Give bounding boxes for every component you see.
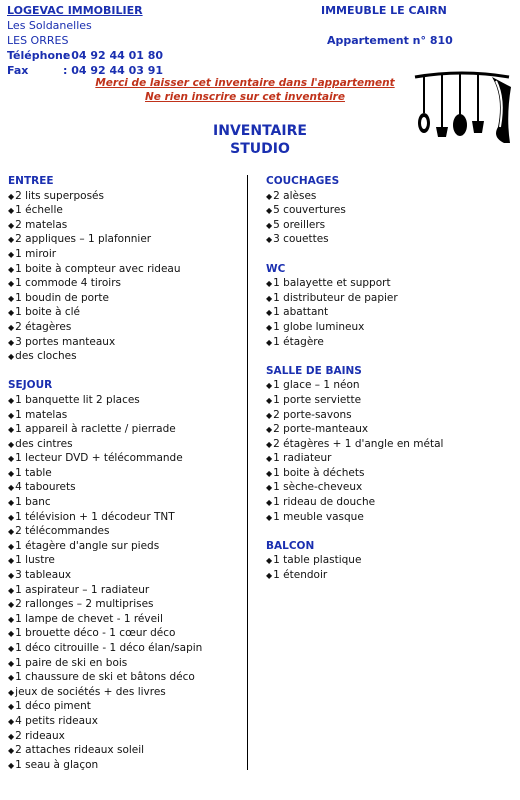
diamond-bullet-icon: ◆ bbox=[266, 322, 273, 332]
diamond-bullet-icon: ◆ bbox=[8, 731, 15, 741]
inventory-item bbox=[8, 276, 202, 291]
address-line-1: Les Soldanelles bbox=[7, 19, 92, 32]
item-text: 1 boite à clé bbox=[15, 306, 81, 319]
inventory-item bbox=[266, 422, 443, 437]
item-text: 1 matelas bbox=[15, 408, 68, 421]
section-balcon bbox=[266, 539, 443, 583]
diamond-bullet-icon: ◆ bbox=[266, 468, 273, 478]
item-text: 2 télécommandes bbox=[15, 525, 110, 538]
diamond-bullet-icon: ◆ bbox=[8, 308, 15, 318]
inventory-item bbox=[266, 568, 443, 583]
item-text: 3 couettes bbox=[273, 233, 329, 246]
diamond-bullet-icon: ◆ bbox=[8, 220, 15, 230]
inventory-item bbox=[266, 466, 443, 481]
section-couchages bbox=[266, 174, 443, 247]
item-text: 2 matelas bbox=[15, 218, 68, 231]
diamond-bullet-icon: ◆ bbox=[8, 483, 15, 493]
inventory-item bbox=[8, 656, 202, 671]
diamond-bullet-icon: ◆ bbox=[8, 206, 15, 216]
diamond-bullet-icon: ◆ bbox=[8, 235, 15, 245]
diamond-bullet-icon: ◆ bbox=[266, 191, 273, 201]
inventory-item bbox=[8, 553, 202, 568]
diamond-bullet-icon: ◆ bbox=[8, 746, 15, 756]
section-entree bbox=[8, 174, 202, 364]
diamond-bullet-icon: ◆ bbox=[8, 716, 15, 726]
item-text: 1 meuble vasque bbox=[273, 510, 364, 523]
section-title: SEJOUR bbox=[8, 379, 53, 392]
inventory-item bbox=[8, 232, 202, 247]
inventory-item bbox=[8, 699, 202, 714]
item-text: 5 couvertures bbox=[273, 204, 346, 217]
inventory-item bbox=[266, 495, 443, 510]
diamond-bullet-icon: ◆ bbox=[8, 439, 15, 449]
item-text: 1 lecteur DVD + télécommande bbox=[15, 452, 183, 465]
inventory-item bbox=[8, 758, 202, 773]
section-title: ENTREE bbox=[8, 175, 54, 187]
diamond-bullet-icon: ◆ bbox=[266, 498, 273, 508]
apartment-number: Appartement n° 810 bbox=[327, 34, 453, 47]
diamond-bullet-icon: ◆ bbox=[266, 439, 273, 449]
diamond-bullet-icon: ◆ bbox=[8, 527, 15, 537]
inventory-item bbox=[266, 189, 443, 204]
inventory-item bbox=[8, 641, 202, 656]
diamond-bullet-icon: ◆ bbox=[8, 498, 15, 508]
section-spacer bbox=[266, 524, 443, 539]
item-text: 1 porte serviette bbox=[273, 393, 362, 406]
diamond-bullet-icon: ◆ bbox=[8, 425, 15, 435]
diamond-bullet-icon: ◆ bbox=[266, 425, 273, 435]
item-text: 2 lits superposés bbox=[15, 189, 104, 202]
inventory-item bbox=[266, 305, 443, 320]
diamond-bullet-icon: ◆ bbox=[8, 556, 15, 566]
inventory-item bbox=[8, 247, 202, 262]
item-text: 2 rideaux bbox=[15, 729, 65, 742]
inventory-item bbox=[8, 320, 202, 335]
diamond-bullet-icon: ◆ bbox=[8, 658, 15, 668]
document-subtitle: STUDIO bbox=[230, 141, 290, 157]
section-wc bbox=[266, 262, 443, 350]
item-text: 1 balayette et support bbox=[273, 277, 391, 290]
diamond-bullet-icon: ◆ bbox=[266, 512, 273, 522]
item-text: 1 seau à glaçon bbox=[15, 758, 99, 771]
item-text: 2 alèses bbox=[273, 189, 317, 202]
item-text: 2 porte-manteaux bbox=[273, 423, 369, 436]
item-text: 2 rallonges – 2 multiprises bbox=[15, 598, 154, 611]
inventory-item bbox=[266, 335, 443, 350]
item-text: 1 appareil à raclette / pierrade bbox=[15, 423, 176, 436]
diamond-bullet-icon: ◆ bbox=[8, 614, 15, 624]
diamond-bullet-icon: ◆ bbox=[8, 468, 15, 478]
item-text: des cloches bbox=[15, 350, 77, 363]
inventory-item bbox=[8, 349, 202, 364]
diamond-bullet-icon: ◆ bbox=[266, 293, 273, 303]
item-text: 1 paire de ski en bois bbox=[15, 656, 128, 669]
column-divider bbox=[247, 175, 248, 770]
inventory-item bbox=[8, 437, 202, 452]
item-text: 1 miroir bbox=[15, 247, 57, 260]
inventory-item bbox=[266, 408, 443, 423]
diamond-bullet-icon: ◆ bbox=[8, 673, 15, 683]
inventory-item bbox=[8, 393, 202, 408]
inventory-item bbox=[8, 480, 202, 495]
diamond-bullet-icon: ◆ bbox=[266, 483, 273, 493]
building-name: IMMEUBLE LE CAIRN bbox=[321, 4, 447, 17]
item-text: 1 banquette lit 2 places bbox=[15, 393, 140, 406]
inventory-item bbox=[8, 743, 202, 758]
inventory-item bbox=[266, 291, 443, 306]
diamond-bullet-icon: ◆ bbox=[8, 541, 15, 551]
item-text: 1 étagère d'angle sur pieds bbox=[15, 539, 160, 552]
inventory-item bbox=[266, 451, 443, 466]
section-title: COUCHAGES bbox=[266, 175, 340, 187]
inventory-item bbox=[8, 291, 202, 306]
diamond-bullet-icon: ◆ bbox=[8, 644, 15, 653]
inventory-item bbox=[266, 553, 443, 568]
inventory-item bbox=[266, 320, 443, 335]
item-text: 1 lampe de chevet - 1 réveil bbox=[15, 612, 163, 625]
section-sejour bbox=[8, 378, 202, 772]
item-text: 1 radiateur bbox=[273, 452, 332, 465]
item-text: 2 appliques – 1 plafonnier bbox=[15, 233, 152, 246]
diamond-bullet-icon: ◆ bbox=[8, 454, 15, 464]
diamond-bullet-icon: ◆ bbox=[266, 454, 273, 464]
item-text: 1 télévision + 1 décodeur TNT bbox=[15, 510, 175, 523]
inventory-item bbox=[266, 378, 443, 393]
inventory-item bbox=[8, 714, 202, 729]
inventory-item bbox=[266, 203, 443, 218]
diamond-bullet-icon: ◆ bbox=[8, 512, 15, 522]
diamond-bullet-icon: ◆ bbox=[8, 264, 15, 274]
diamond-bullet-icon: ◆ bbox=[8, 585, 15, 595]
item-text: 5 oreillers bbox=[273, 218, 326, 231]
item-text: 1 boite à déchets bbox=[273, 466, 365, 479]
inventory-item bbox=[8, 612, 202, 627]
item-text: 2 attaches rideaux soleil bbox=[15, 744, 145, 757]
item-text: 4 tabourets bbox=[15, 481, 76, 494]
phone-label: Téléphone bbox=[7, 49, 71, 62]
inventory-item bbox=[8, 568, 202, 583]
diamond-bullet-icon: ◆ bbox=[266, 308, 273, 318]
diamond-bullet-icon: ◆ bbox=[8, 629, 15, 639]
address-line-2: LES ORRES bbox=[7, 34, 69, 47]
item-text: des cintres bbox=[15, 437, 73, 450]
item-text: 1 commode 4 tiroirs bbox=[15, 277, 121, 290]
diamond-bullet-icon: ◆ bbox=[8, 191, 15, 201]
section-title: SALLE DE BAINS bbox=[266, 364, 362, 377]
inventory-item bbox=[266, 232, 443, 247]
item-text: 1 abattant bbox=[273, 306, 329, 319]
notice-do-not-write: Ne rien inscrire sur cet inventaire bbox=[145, 91, 345, 103]
diamond-bullet-icon: ◆ bbox=[8, 322, 15, 332]
inventory-item bbox=[266, 218, 443, 233]
item-text: 3 tableaux bbox=[15, 569, 72, 582]
inventory-item bbox=[8, 539, 202, 554]
diamond-bullet-icon: ◆ bbox=[266, 220, 273, 230]
diamond-bullet-icon: ◆ bbox=[8, 279, 15, 289]
diamond-bullet-icon: ◆ bbox=[8, 760, 15, 770]
item-text: 1 aspirateur – 1 radiateur bbox=[15, 583, 150, 596]
diamond-bullet-icon: ◆ bbox=[8, 249, 15, 259]
inventory-item bbox=[8, 510, 202, 525]
inventory-item bbox=[266, 480, 443, 495]
item-text: 3 portes manteaux bbox=[15, 335, 116, 348]
inventory-item bbox=[8, 670, 202, 685]
item-text: 1 banc bbox=[15, 496, 51, 509]
agency-header bbox=[7, 3, 163, 78]
item-text: jeux de sociétés + des livres bbox=[15, 685, 166, 698]
inventory-item bbox=[8, 203, 202, 218]
item-text: 1 lustre bbox=[15, 554, 55, 567]
item-text: 1 échelle bbox=[15, 204, 63, 217]
diamond-bullet-icon: ◆ bbox=[266, 337, 273, 347]
inventory-item bbox=[8, 524, 202, 539]
diamond-bullet-icon: ◆ bbox=[266, 556, 273, 566]
item-text: 1 déco piment bbox=[15, 700, 91, 713]
inventory-item bbox=[266, 510, 443, 525]
diamond-bullet-icon: ◆ bbox=[8, 702, 15, 712]
item-text: 1 rideau de douche bbox=[273, 496, 376, 509]
inventory-item bbox=[8, 422, 202, 437]
inventory-item bbox=[8, 262, 202, 277]
phone-number: : 04 92 44 01 80 bbox=[63, 49, 164, 62]
diamond-bullet-icon: ◆ bbox=[266, 235, 273, 245]
item-text: 1 chaussure de ski et bâtons déco bbox=[15, 671, 195, 684]
item-text: 4 petits rideaux bbox=[15, 714, 98, 727]
item-text: 1 sèche-cheveux bbox=[273, 481, 363, 494]
inventory-item bbox=[8, 305, 202, 320]
inventory-item bbox=[8, 583, 202, 598]
diamond-bullet-icon: ◆ bbox=[8, 293, 15, 303]
inventory-item bbox=[8, 685, 202, 700]
inventory-item bbox=[8, 626, 202, 641]
kitchen-utensils-icon bbox=[412, 67, 512, 145]
inventory-item bbox=[8, 466, 202, 481]
diamond-bullet-icon: ◆ bbox=[8, 352, 15, 362]
section-spacer bbox=[266, 349, 443, 364]
diamond-bullet-icon: ◆ bbox=[8, 410, 15, 420]
item-text: 2 étagères + 1 d'angle en métal bbox=[273, 437, 444, 450]
diamond-bullet-icon: ◆ bbox=[266, 571, 273, 581]
inventory-item bbox=[8, 218, 202, 233]
section-spacer bbox=[266, 247, 443, 262]
phone-row bbox=[7, 48, 163, 63]
right-column bbox=[266, 174, 443, 583]
item-text: 1 déco citrouille - 1 déco élan/sapin bbox=[15, 642, 203, 654]
item-text: 2 porte-savons bbox=[273, 408, 352, 421]
diamond-bullet-icon: ◆ bbox=[8, 687, 15, 697]
inventory-item bbox=[8, 408, 202, 423]
inventory-item bbox=[8, 729, 202, 744]
inventory-item bbox=[8, 597, 202, 612]
company-name: LOGEVAC IMMOBILIER bbox=[7, 4, 143, 17]
section-salle-de-bains bbox=[266, 364, 443, 525]
section-title: BALCON bbox=[266, 539, 315, 552]
item-text: 2 étagères bbox=[15, 320, 72, 333]
item-text: 1 boite à compteur avec rideau bbox=[15, 262, 181, 275]
inventory-item bbox=[8, 495, 202, 510]
item-text: 1 étagère bbox=[273, 335, 324, 348]
document-title: INVENTAIRE bbox=[213, 123, 307, 139]
diamond-bullet-icon: ◆ bbox=[266, 395, 273, 405]
diamond-bullet-icon: ◆ bbox=[8, 600, 15, 610]
item-text: 1 table plastique bbox=[273, 554, 362, 567]
diamond-bullet-icon: ◆ bbox=[266, 206, 273, 216]
section-title: WC bbox=[266, 262, 286, 275]
left-column bbox=[8, 174, 202, 772]
section-spacer bbox=[8, 364, 202, 379]
inventory-item bbox=[8, 451, 202, 466]
diamond-bullet-icon: ◆ bbox=[266, 279, 273, 289]
diamond-bullet-icon: ◆ bbox=[8, 571, 15, 581]
item-text: 1 étendoir bbox=[273, 569, 328, 582]
fax-number: : 04 92 44 03 91 bbox=[63, 64, 164, 77]
fax-label: Fax bbox=[7, 64, 29, 77]
item-text: 1 distributeur de papier bbox=[273, 291, 398, 304]
inventory-item bbox=[8, 189, 202, 204]
item-text: 1 boudin de porte bbox=[15, 291, 109, 304]
diamond-bullet-icon: ◆ bbox=[266, 381, 273, 391]
item-text: 1 globe lumineux bbox=[273, 320, 365, 333]
item-text: 1 glace – 1 néon bbox=[273, 379, 360, 392]
item-text: 1 table bbox=[15, 466, 52, 479]
diamond-bullet-icon: ◆ bbox=[8, 395, 15, 405]
item-text: 1 brouette déco - 1 cœur déco bbox=[15, 627, 176, 640]
notice-keep-inventory: Merci de laisser cet inventaire dans l'appartement bbox=[95, 77, 395, 89]
inventory-item bbox=[266, 276, 443, 291]
inventory-item bbox=[8, 335, 202, 350]
inventory-item bbox=[266, 437, 443, 452]
fax-row bbox=[7, 63, 163, 78]
diamond-bullet-icon: ◆ bbox=[266, 410, 273, 420]
inventory-item bbox=[266, 393, 443, 408]
diamond-bullet-icon: ◆ bbox=[8, 337, 15, 347]
